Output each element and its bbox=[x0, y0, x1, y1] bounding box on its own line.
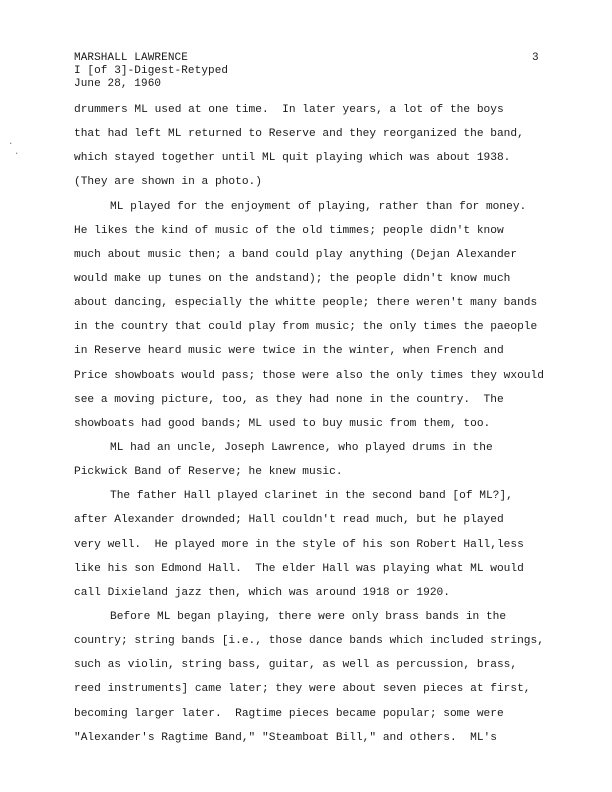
scan-speck: · bbox=[8, 139, 14, 149]
text-line: drummers ML used at one time. In later years, a lot of the boys bbox=[74, 104, 504, 116]
document-header bbox=[74, 52, 228, 91]
text-line: country; string bands [i.e., those dance bands which included strings, bbox=[74, 635, 544, 648]
text-line: ML played for the enjoyment of playing, rather than for money. bbox=[110, 200, 527, 213]
text-line: after Alexander drownded; Hall couldn't read much, but he played bbox=[74, 514, 504, 527]
text-line: such as violin, string bass, guitar, as well as percussion, brass, bbox=[74, 659, 518, 672]
text-line: "Alexander's Ragtime Band," "Steamboat Bill," and others. ML's bbox=[74, 731, 497, 744]
header-name: MARSHALL LAWRENCE bbox=[74, 52, 188, 64]
text-line: The father Hall played clarinet in the second band [of ML?], bbox=[110, 490, 513, 503]
text-line: becoming larger later. Ragtime pieces became popular; some were bbox=[74, 707, 504, 720]
text-line: would make up tunes on the andstand); the people didn't know much bbox=[74, 272, 511, 285]
text-line: in the country that could play from music; the only times the paeople bbox=[74, 321, 538, 334]
header-date: June 28, 1960 bbox=[74, 78, 162, 90]
text-line: in Reserve heard music were twice in the winter, when French and bbox=[74, 345, 504, 358]
text-line: about dancing, especially the whitte people; there weren't many bands bbox=[74, 297, 538, 310]
text-line: Pickwick Band of Reserve; he knew music. bbox=[74, 466, 343, 479]
header-reel: I [of 3]-Digest-Retyped bbox=[74, 65, 229, 77]
text-line: He likes the kind of music of the old timmes; people didn't know bbox=[74, 224, 504, 237]
page-number: 3 bbox=[532, 52, 539, 64]
text-line: call Dixieland jazz then, which was around 1918 or 1920. bbox=[74, 586, 450, 599]
text-line: showboats had good bands; ML used to buy music from them, too. bbox=[74, 417, 491, 430]
body-text bbox=[74, 98, 594, 750]
text-line: like his son Edmond Hall. The elder Hall was playing what ML would bbox=[74, 562, 524, 575]
text-line: reed instruments] came later; they were about seven pieces at first, bbox=[74, 683, 531, 696]
text-line: which stayed together until ML quit playing which was about 1938. bbox=[74, 152, 511, 165]
text-line: much about music then; a band could play anything (Dejan Alexander bbox=[74, 248, 518, 261]
text-line: Price showboats would pass; those were also the only times they wxould bbox=[74, 369, 544, 382]
scan-speck: · bbox=[14, 149, 20, 159]
text-line: very well. He played more in the style of his son Robert Hall,less bbox=[74, 538, 524, 551]
text-line: that had left ML returned to Reserve and they reorganized the band, bbox=[74, 128, 524, 141]
text-line: ML had an uncle, Joseph Lawrence, who played drums in the bbox=[110, 441, 493, 454]
text-line: (They are shown in a photo.) bbox=[74, 176, 262, 189]
text-line: see a moving picture, too, as they had none in the country. The bbox=[74, 393, 504, 406]
text-line: Before ML began playing, there were only brass bands in the bbox=[110, 610, 507, 623]
